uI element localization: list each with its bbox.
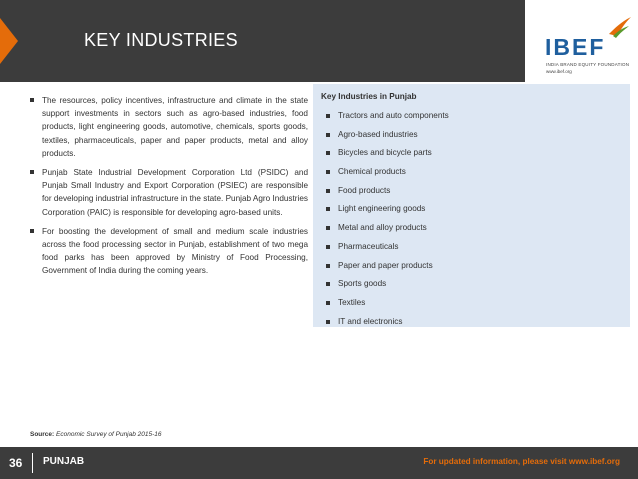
list-item: Metal and alloy products xyxy=(326,222,449,241)
ibef-logo xyxy=(535,12,635,76)
bullet-square-icon xyxy=(30,229,34,233)
state-name: PUNJAB xyxy=(43,456,85,467)
bullet-square-icon xyxy=(326,133,330,137)
footer xyxy=(0,447,638,479)
footer-divider xyxy=(32,453,33,473)
list-item: IT and electronics xyxy=(326,316,449,335)
bullet-square-icon xyxy=(326,282,330,286)
box-title: Key Industries in Punjab xyxy=(321,92,417,101)
page-number: 36 xyxy=(9,456,23,470)
title-band xyxy=(0,0,525,82)
list-item: Tractors and auto components xyxy=(326,110,449,129)
industry-list xyxy=(326,110,449,334)
bird-icon xyxy=(607,14,633,40)
list-item: Food products xyxy=(326,185,449,204)
accent-arrow-icon xyxy=(0,18,18,64)
bullet-square-icon xyxy=(30,170,34,174)
slide-title: KEY INDUSTRIES xyxy=(84,30,238,50)
bullet-list xyxy=(30,94,308,284)
bullet-text: The resources, policy incentives, infrastructure and climate in the state support investments in sectors such as agro-based industries, food products, light engineering goods, automotive, chemicals, sports goods, textiles, pharmaceuticals, paper and paper products, metal and alloy products. xyxy=(42,96,308,158)
bullet-square-icon xyxy=(30,98,34,102)
bullet-square-icon xyxy=(326,189,330,193)
list-item: Sports goods xyxy=(326,278,449,297)
list-item: Agro-based industries xyxy=(326,129,449,148)
bullet-square-icon xyxy=(326,320,330,324)
list-item: Textiles xyxy=(326,297,449,316)
bullet-item xyxy=(30,166,308,219)
bullet-square-icon xyxy=(326,207,330,211)
list-item: Pharmaceuticals xyxy=(326,241,449,260)
list-item: Chemical products xyxy=(326,166,449,185)
bullet-text: For boosting the development of small and medium scale industries across the food processing sector in Punjab, establishment of two mega food parks has been approved by Ministry of Food Processing, Government of India during the coming years. xyxy=(42,226,308,276)
source-label: Source: xyxy=(30,431,55,438)
footer-link[interactable]: For updated information, please visit www.ibef.org xyxy=(423,457,620,466)
bullet-item xyxy=(30,225,308,278)
bullet-square-icon xyxy=(326,151,330,155)
bullet-square-icon xyxy=(326,301,330,305)
bullet-square-icon xyxy=(326,170,330,174)
logo-subtitle: INDIA BRAND EQUITY FOUNDATION xyxy=(546,62,630,67)
bullet-square-icon xyxy=(326,264,330,268)
logo-text: IBEF xyxy=(545,34,606,60)
source-text: Economic Survey of Punjab 2015-16 xyxy=(54,431,162,438)
header xyxy=(0,0,638,82)
bullet-item xyxy=(30,94,308,160)
list-item: Paper and paper products xyxy=(326,260,449,279)
bullet-square-icon xyxy=(326,226,330,230)
key-industries-box xyxy=(313,84,630,327)
bullet-square-icon xyxy=(326,245,330,249)
bullet-text: Punjab State Industrial Development Corporation Ltd (PSIDC) and Punjab Small Industry and Export Corporation (PSIEC) are responsible for developing industrial infrastructure in the state. Punjab Agro Industries Corporation (PAIC) is responsible for developing agro-based units. xyxy=(42,168,308,217)
logo-url: www.ibef.org xyxy=(546,69,572,74)
source-note xyxy=(30,431,162,438)
list-item: Light engineering goods xyxy=(326,203,449,222)
bullet-square-icon xyxy=(326,114,330,118)
list-item: Bicycles and bicycle parts xyxy=(326,147,449,166)
